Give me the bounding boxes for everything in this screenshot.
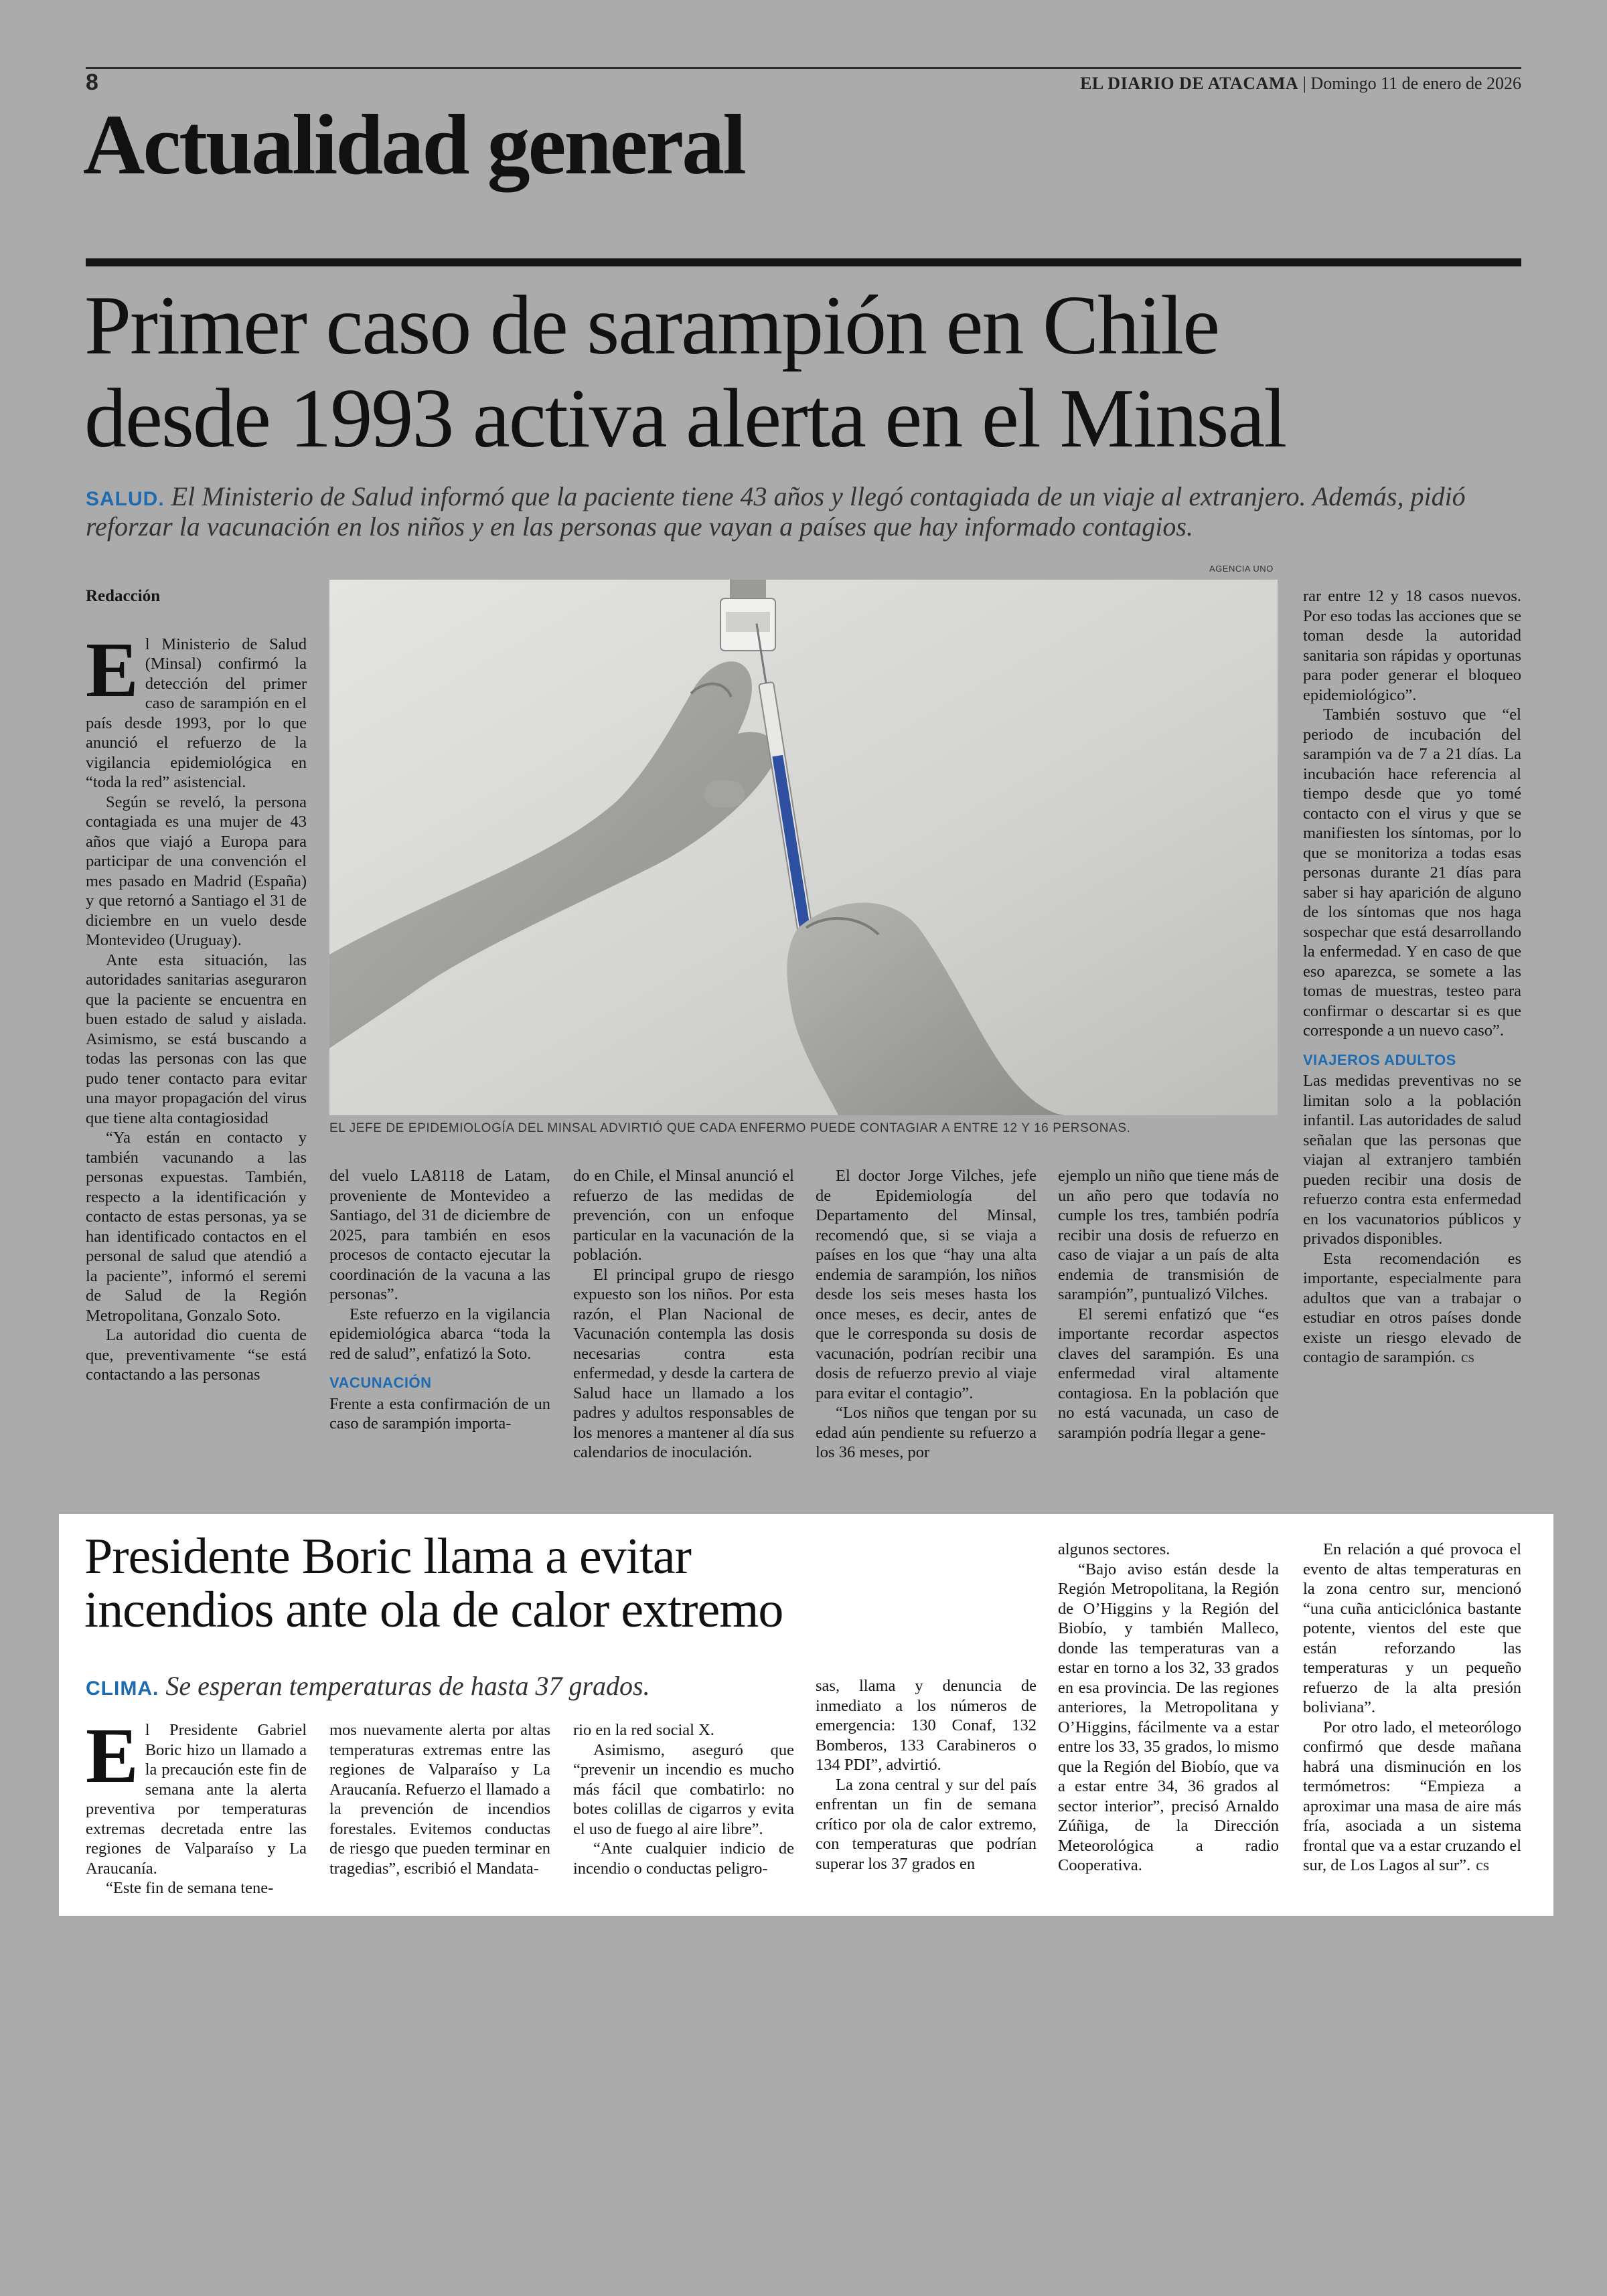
article2-column-2 bbox=[329, 1720, 550, 1878]
byline: Redacción bbox=[86, 587, 161, 605]
photo-caption: EL JEFE DE EPIDEMIOLOGÍA DEL MINSAL ADVIRTIÓ QUE CADA ENFERMO PUEDE CONTAGIAR A ENTRE 12 Y 16 PERSONAS. bbox=[329, 1121, 1131, 1135]
paragraph: rio en la red social X. bbox=[573, 1721, 714, 1739]
dropcap: E bbox=[86, 1712, 139, 1799]
page-number: 8 bbox=[86, 70, 98, 95]
article1-headline bbox=[84, 280, 1524, 465]
paragraph: Este refuerzo en la vigilancia epidemiológica abarca “toda la red de salud”, enfatizó la Soto. bbox=[329, 1305, 550, 1363]
article1-column-1 bbox=[86, 586, 307, 1385]
paragraph: Frente a esta confirmación de un caso de sarampión importa- bbox=[329, 1394, 550, 1432]
section-title: Actualidad general bbox=[83, 97, 745, 192]
paragraph: En relación a qué provoca el evento de altas temperaturas en la zona centro sur, mencionó “una cuña anticiclónica bastante potente, vientos del este que están reforzando las temperaturas y un pequeño refuerzo de la alta presión boliviana”. bbox=[1303, 1540, 1521, 1716]
paragraph: “Ante cualquier indicio de incendio o conductas peligro- bbox=[573, 1839, 794, 1878]
paragraph: El seremi enfatizó que “es importante recordar aspectos claves del sarampión. Es una enfermedad viral altamente contagiosa. En la población que no está vacunada, un caso de sarampión podría llegar a gene- bbox=[1058, 1305, 1279, 1442]
end-mark-icon: cs bbox=[1476, 1857, 1490, 1874]
paragraph: Ante esta situación, las autoridades sanitarias aseguraron que la paciente se encuentra en buen estado de salud y aislada. Asimismo, se está buscando a todas las personas con las que pudo tener contacto para evitar una mayor propagación del virus que tiene alta contagiosidad bbox=[86, 951, 307, 1127]
headline-line: incendios ante ola de calor extremo bbox=[84, 1581, 783, 1638]
article1-lede bbox=[86, 482, 1521, 542]
paragraph: rar entre 12 y 18 casos nuevos. Por eso todas las acciones que se toman desde la autoridad sanitaria son rápidas y oportunas para poder generar el bloqueo epidemiológico”. bbox=[1303, 587, 1521, 704]
section-rule bbox=[86, 258, 1521, 266]
paragraph: “Los niños que tengan por su edad aún pendiente su refuerzo a los 36 meses, por bbox=[816, 1404, 1037, 1461]
headline-line: desde 1993 activa alerta en el Minsal bbox=[84, 372, 1286, 465]
article1-column-2 bbox=[329, 1166, 550, 1434]
newspaper-name: EL DIARIO DE ATACAMA bbox=[1080, 74, 1299, 93]
paragraph bbox=[1303, 1249, 1521, 1368]
paragraph: “Bajo aviso están desde la Región Metropolitana, la Región de O’Higgins y la Región del Biobío, y también Malleco, donde las temperaturas van a estar en torno a los 32, 33 grados en esa provincia. De las regiones anteriores, la Metropolitana y O’Higgins, fácilmente va a estar entre los 33, 35 grados, lo mismo que la Región del Biobío, que va a estar entre 34, 36 grados al sector interior”, precisó Arnaldo Zúñiga, de la Dirección Meteorológica a radio Cooperativa. bbox=[1058, 1560, 1279, 1874]
paragraph: algunos sectores. bbox=[1058, 1540, 1170, 1558]
headline-line: Presidente Boric llama a evitar bbox=[84, 1528, 691, 1584]
paragraph: mos nuevamente alerta por altas temperaturas extremas entre las regiones de Valparaíso y La Araucanía. Refuerzo el llamado a la prevención de incendios forestales. Evitemos conductas de riesgo que pueden terminar en tragedias”, escribió el Mandata- bbox=[329, 1721, 550, 1878]
paragraph bbox=[1303, 1718, 1521, 1876]
article1-column-4 bbox=[816, 1166, 1037, 1463]
top-rule bbox=[86, 67, 1521, 69]
paragraph: “Ya están en contacto y también vacunando a las personas expuestas. También, respecto a la identificación y contacto de estas personas, ya se han identificado contactos en el personal de salud que atendió a la paciente”, informó el seremi de Salud de la Región Metropolitana, Gonzalo Soto. bbox=[86, 1129, 307, 1325]
paragraph: Las medidas preventivas no se limitan solo a la población infantil. Las autoridades de salud señalan que las personas que viajan al extranjero también pueden recibir una dosis de refuerzo contra esta enfermedad en los vacunatorios públicos y privados disponibles. bbox=[1303, 1072, 1521, 1248]
article1-column-5 bbox=[1058, 1166, 1279, 1443]
subheading: VIAJEROS ADULTOS bbox=[1303, 1051, 1456, 1068]
lede-text: Se esperan temperaturas de hasta 37 grados. bbox=[165, 1671, 650, 1701]
paragraph: do en Chile, el Minsal anunció el refuerzo de las medidas de prevención, con un enfoque particular en la vacunación de la población. bbox=[573, 1167, 794, 1264]
article2-column-1 bbox=[86, 1712, 307, 1898]
paragraph: Asimismo, aseguró que “prevenir un incendio es mucho más fácil que combatirlo: no botes colillas de cigarros y evita el uso de fuego al aire libre”. bbox=[573, 1740, 794, 1838]
dropcap: E bbox=[86, 625, 139, 714]
issue-date: Domingo 11 de enero de 2026 bbox=[1310, 74, 1521, 93]
paragraph-text: Esta recomendación es importante, especialmente para adultos que van a trabajar o estudiar en otros países donde existe un riesgo elevado de contagio de sarampión. bbox=[1303, 1249, 1521, 1366]
article2-column-4 bbox=[816, 1676, 1037, 1874]
paragraph: del vuelo LA8118 de Latam, proveniente de Montevideo a Santiago, del 31 de diciembre de 2025, para también en esos procesos de contacto ejecutar la coordinación de la vacuna a las personas”. bbox=[329, 1167, 550, 1303]
subheading: VACUNACIÓN bbox=[329, 1374, 432, 1391]
article2-lede bbox=[86, 1670, 650, 1702]
paragraph: El principal grupo de riesgo expuesto son los niños. Por esta razón, el Plan Nacional de Vacunación contempla las dosis necesarias contra esta enfermedad, y desde la cartera de Salud hace un llamado a los padres y adultos responsables de los menores a mantener al día sus calendarios de inoculación. bbox=[573, 1265, 794, 1461]
article2-column-6 bbox=[1303, 1540, 1521, 1876]
paragraph: La autoridad dio cuenta de que, preventivamente “se está contactando a las personas bbox=[86, 1326, 307, 1384]
lede-text: El Ministerio de Salud informó que la paciente tiene 43 años y llegó contagiada de un viaje al extranjero. Además, pidió reforzar la vacunación en los niños y en las personas que vayan a países que hay informado contagios. bbox=[86, 481, 1466, 542]
paragraph: Según se reveló, la persona contagiada es una mujer de 43 años que viajó a Europa para participar de una convención el mes pasado en Madrid (España) y que retornó a Santiago el 31 de diciembre en un vuelo desde Montevideo (Uruguay). bbox=[86, 793, 307, 949]
paragraph: ejemplo un niño que tiene más de un año pero que todavía no cumple los tres, también podría recibir una dosis de refuerzo en caso de viajar a un país de alta endemia de transmisión de sarampión”, puntualizó Vilches. bbox=[1058, 1167, 1279, 1303]
paragraph: La zona central y sur del país enfrentan un fin de semana crítico por ola de calor extremo, con temperaturas que podrían superar los 37 grados en bbox=[816, 1775, 1037, 1873]
article1-column-6 bbox=[1303, 586, 1521, 1368]
paragraph-text: l Presidente Gabriel Boric hizo un llamado a la precaución este fin de semana ante la alerta preventiva por temperaturas extremas decretada entre las regiones de Valparaíso y La Araucanía. bbox=[86, 1721, 307, 1878]
masthead-line bbox=[1080, 74, 1521, 94]
paragraph-text: Por otro lado, el meteorólogo confirmó que desde mañana habrá una disminución en los termómetros: “Empieza a aproximar una masa de aire más fría, asociada a un sistema frontal que va a estar cruzando el sur, de Los Lagos al sur”. bbox=[1303, 1718, 1521, 1874]
paragraph: El doctor Jorge Vilches, jefe de Epidemiología del Departamento del Minsal, recomendó que, si se viaja a países en los que “hay una alta endemia de sarampión, los niños desde los seis meses hasta los once meses, es decir, antes de que le corresponda su dosis de vacunación, podrían recibir una dosis de refuerzo previo al viaje para evitar el contagio”. bbox=[816, 1167, 1037, 1402]
vaccine-syringe-illustration bbox=[329, 580, 1278, 1115]
headline-line: Primer caso de sarampión en Chile bbox=[84, 279, 1219, 372]
paragraph bbox=[86, 1712, 307, 1878]
article-photo bbox=[329, 580, 1278, 1115]
kicker: CLIMA. bbox=[86, 1677, 159, 1700]
article2-column-3 bbox=[573, 1720, 794, 1878]
photo-credit: AGENCIA UNO bbox=[1209, 564, 1274, 574]
article2-headline bbox=[84, 1530, 1022, 1637]
end-mark-icon: cs bbox=[1460, 1349, 1474, 1366]
paragraph-text: l Ministerio de Salud (Minsal) confirmó la detección del primer caso de sarampión en el país desde 1993, por lo que anunció el refuerzo de la vigilancia epidemiológica en “toda la red” asistencial. bbox=[86, 635, 307, 791]
kicker: SALUD. bbox=[86, 488, 165, 510]
article1-column-3 bbox=[573, 1166, 794, 1463]
paragraph: También sostuvo que “el periodo de incubación del sarampión va de 7 a 21 días. La incubación hace referencia al tiempo desde que yo tomé contacto con el virus y que se manifiesten los síntomas, por lo que se monitoriza a todas esas personas durante 21 días para saber si hay aparición de alguno de los síntomas que nos haga sospechar que está desarrollando la enfermedad. Y en caso de que eso aparezca, se somete a las tomas de muestras, testeo para confirmar o descartar si es que corresponde a un nuevo caso”. bbox=[1303, 706, 1521, 1040]
masthead-separator: | bbox=[1302, 74, 1311, 93]
paragraph: sas, llama y denuncia de inmediato a los números de emergencia: 130 Conaf, 132 Bomberos, 133 Carabineros o 134 PDI”, advirtió. bbox=[816, 1677, 1037, 1774]
paragraph: “Este fin de semana tene- bbox=[106, 1879, 274, 1897]
paragraph bbox=[86, 625, 307, 793]
article2-column-5 bbox=[1058, 1540, 1279, 1876]
